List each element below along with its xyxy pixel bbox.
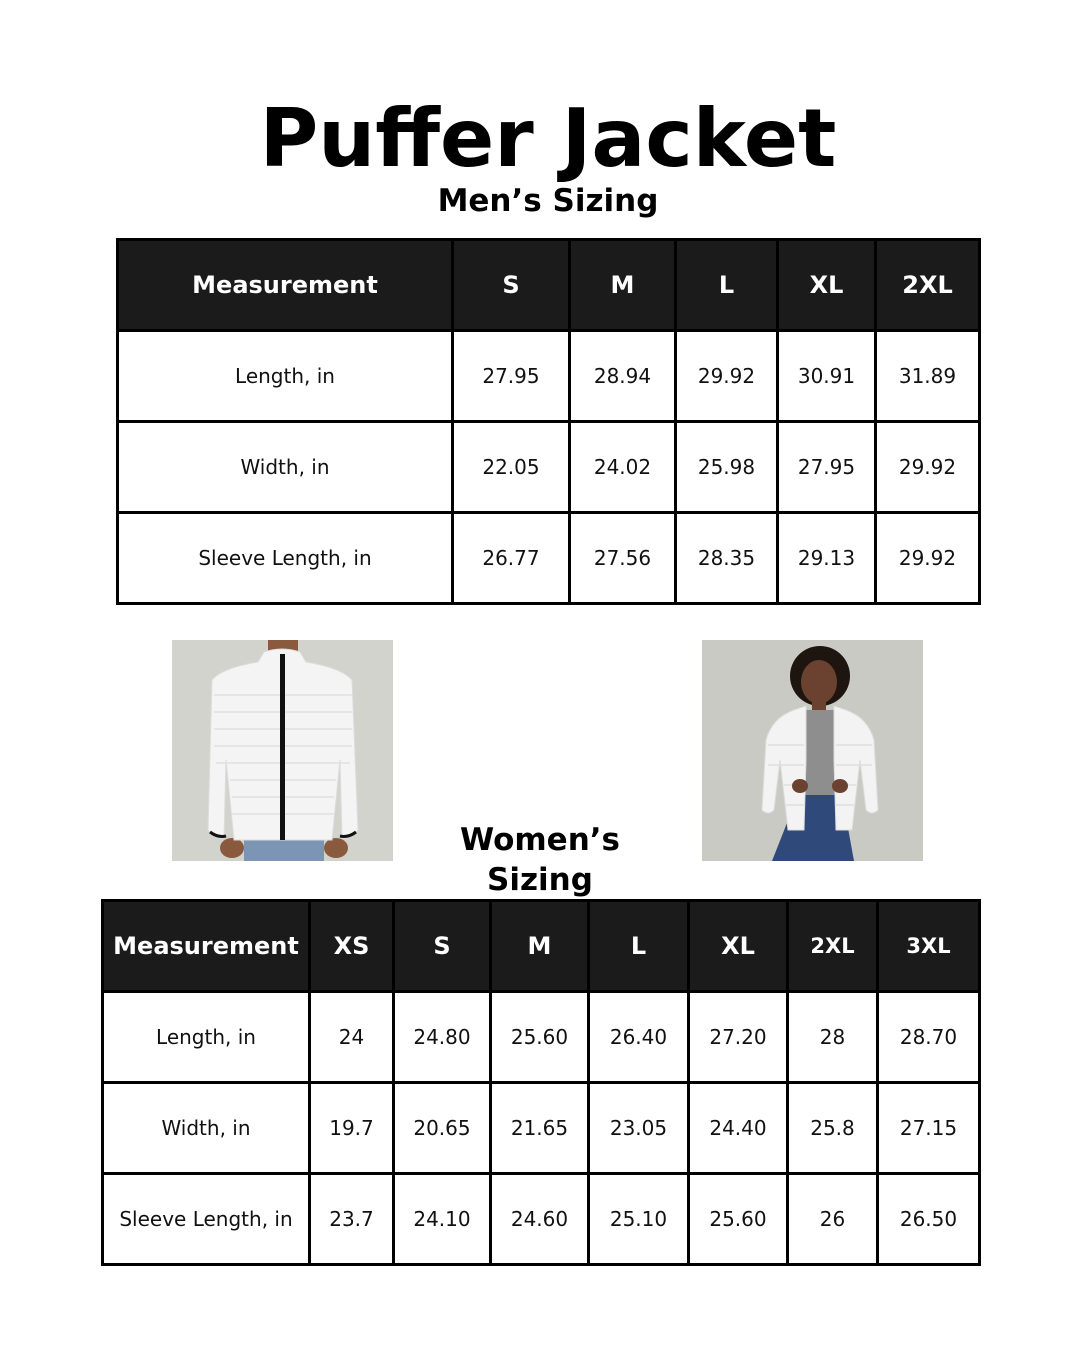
- table-cell: 23.7: [310, 1174, 394, 1265]
- womens-sizing-heading: Women’s Sizing: [459, 822, 620, 898]
- table-cell: 27.56: [570, 513, 676, 604]
- table-cell: 24.60: [491, 1174, 589, 1265]
- table-row: [118, 422, 980, 513]
- column-header-size: S: [453, 240, 570, 331]
- table-cell: 28.70: [878, 992, 980, 1083]
- table-cell: 24.02: [570, 422, 676, 513]
- table-cell: 26: [788, 1174, 878, 1265]
- column-header-size: XS: [310, 901, 394, 992]
- column-header-measurement: Measurement: [118, 240, 453, 331]
- mens-sizing-heading: Men’s Sizing: [437, 183, 659, 219]
- row-label: Sleeve Length, in: [103, 1174, 310, 1265]
- table-header-row: [118, 240, 980, 331]
- table-cell: 26.50: [878, 1174, 980, 1265]
- womens-size-table: [101, 899, 981, 1266]
- table-cell: 23.05: [589, 1083, 689, 1174]
- table-cell: 25.10: [589, 1174, 689, 1265]
- column-header-size: 3XL: [878, 901, 980, 992]
- table-cell: 27.15: [878, 1083, 980, 1174]
- table-cell: 25.60: [689, 1174, 788, 1265]
- row-label: Length, in: [103, 992, 310, 1083]
- column-header-size: L: [676, 240, 778, 331]
- table-cell: 24.80: [394, 992, 491, 1083]
- table-row: [103, 992, 980, 1083]
- table-row: [103, 1083, 980, 1174]
- table-cell: 19.7: [310, 1083, 394, 1174]
- table-cell: 24.10: [394, 1174, 491, 1265]
- row-label: Width, in: [118, 422, 453, 513]
- table-cell: 29.92: [676, 331, 778, 422]
- table-header-row: [103, 901, 980, 992]
- column-header-size: L: [589, 901, 689, 992]
- table-cell: 25.60: [491, 992, 589, 1083]
- table-cell: 24.40: [689, 1083, 788, 1174]
- table-cell: 20.65: [394, 1083, 491, 1174]
- table-cell: 26.40: [589, 992, 689, 1083]
- table-cell: 26.77: [453, 513, 570, 604]
- column-header-size: S: [394, 901, 491, 992]
- table-cell: 27.20: [689, 992, 788, 1083]
- table-cell: 24: [310, 992, 394, 1083]
- column-header-size: M: [570, 240, 676, 331]
- column-header-size: 2XL: [788, 901, 878, 992]
- row-label: Length, in: [118, 331, 453, 422]
- mens-jacket-photo: [172, 640, 393, 861]
- row-label: Width, in: [103, 1083, 310, 1174]
- womens-jacket-photo: [702, 640, 923, 861]
- table-cell: 29.92: [876, 513, 980, 604]
- column-header-size: XL: [689, 901, 788, 992]
- column-header-size: XL: [778, 240, 876, 331]
- column-header-size: 2XL: [876, 240, 980, 331]
- table-cell: 31.89: [876, 331, 980, 422]
- table-cell: 29.92: [876, 422, 980, 513]
- mens-jacket-illustration: [172, 640, 393, 861]
- column-header-measurement: Measurement: [103, 901, 310, 992]
- table-cell: 28.94: [570, 331, 676, 422]
- table-row: [118, 331, 980, 422]
- table-row: [103, 1174, 980, 1265]
- mens-size-table: [116, 238, 981, 605]
- page-title: Puffer Jacket: [259, 92, 837, 185]
- row-label: Sleeve Length, in: [118, 513, 453, 604]
- table-cell: 28.35: [676, 513, 778, 604]
- table-cell: 25.8: [788, 1083, 878, 1174]
- table-cell: 30.91: [778, 331, 876, 422]
- table-cell: 21.65: [491, 1083, 589, 1174]
- column-header-size: M: [491, 901, 589, 992]
- womens-jacket-illustration: [702, 640, 923, 861]
- table-cell: 25.98: [676, 422, 778, 513]
- table-cell: 27.95: [778, 422, 876, 513]
- table-cell: 27.95: [453, 331, 570, 422]
- table-cell: 29.13: [778, 513, 876, 604]
- table-cell: 22.05: [453, 422, 570, 513]
- table-cell: 28: [788, 992, 878, 1083]
- table-row: [118, 513, 980, 604]
